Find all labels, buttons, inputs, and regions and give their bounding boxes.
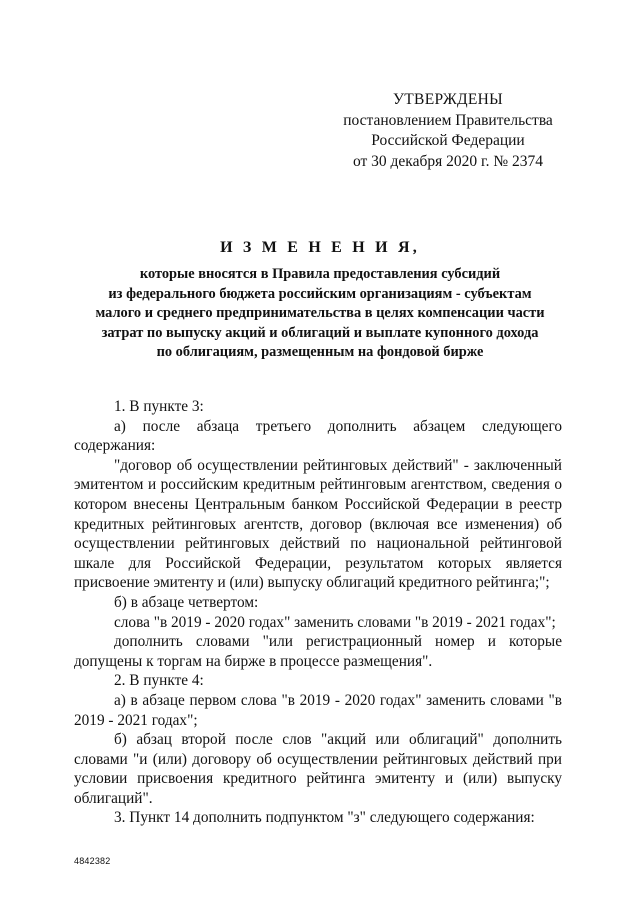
document-subtitle bbox=[40, 265, 600, 363]
paragraph: б) абзац второй после слов "акций или облигаций" дополнить словами "и (или) договору об осуществлении рейтинговых действий при условии присвоения кредитного рейтинга эмитенту и (или) выпуску облигаций". bbox=[74, 731, 562, 807]
document-title: И З М Е Н Е Н И Я, bbox=[220, 239, 420, 256]
subtitle-line: из федерального бюджета российским организациям - субъектам bbox=[108, 285, 532, 302]
paragraph: слова "в 2019 - 2020 годах" заменить словами "в 2019 - 2021 годах"; bbox=[114, 613, 556, 631]
approval-line-1: постановлением Правительства bbox=[343, 111, 553, 129]
subtitle-line: затрат по выпуску акций и облигаций и выплате купонного дохода bbox=[101, 324, 539, 341]
approval-stamp bbox=[333, 90, 563, 172]
footer-document-code: 4842382 bbox=[74, 856, 111, 866]
subtitle-line: по облигациям, размещенным на фондовой бирже bbox=[156, 344, 484, 361]
subtitle-line: которые вносятся в Правила предоставления субсидий bbox=[139, 266, 501, 282]
subtitle-line: малого и среднего предпринимательства в целях компенсации части bbox=[95, 305, 545, 322]
paragraph: б) в абзаце четвертом: bbox=[114, 593, 259, 611]
paragraph: дополнить словами "или регистрационный номер и которые допущены к торгам на бирже в процессе размещения". bbox=[74, 633, 562, 670]
paragraph-point-3: 3. Пункт 14 дополнить подпунктом "з" следующего содержания: bbox=[114, 809, 535, 827]
paragraph: а) в абзаце первом слова "в 2019 - 2020 годах" заменить словами "в 2019 - 2021 годах"; bbox=[74, 691, 562, 729]
paragraph-definition: "договор об осуществлении рейтинговых действий" - заключенный эмитентом и российским кредитным рейтинговым агентством, сведения о котором внесены Центральным банком Российской Федерации в реестр кредитных рейтинговых агентств, договор (включая все изменения) об осуществлении рейтинговых действий по национальной рейтинговой шкале для Российской Федерации, результатом которых является присвоение эмитенту и (или) выпуску облигаций кредитного рейтинга;"; bbox=[74, 456, 562, 592]
title-block bbox=[40, 239, 600, 363]
document-body bbox=[74, 397, 562, 828]
approval-line-3: от 30 декабря 2020 г. № 2374 bbox=[352, 152, 544, 170]
paragraph-point-1: 1. В пункте 3: bbox=[114, 398, 204, 415]
approval-heading: УТВЕРЖДЕНЫ bbox=[393, 91, 503, 108]
approval-line-2: Российской Федерации bbox=[371, 132, 525, 149]
paragraph-point-2: 2. В пункте 4: bbox=[114, 672, 204, 690]
paragraph: а) после абзаца третьего дополнить абзацем следующего содержания: bbox=[74, 417, 562, 455]
